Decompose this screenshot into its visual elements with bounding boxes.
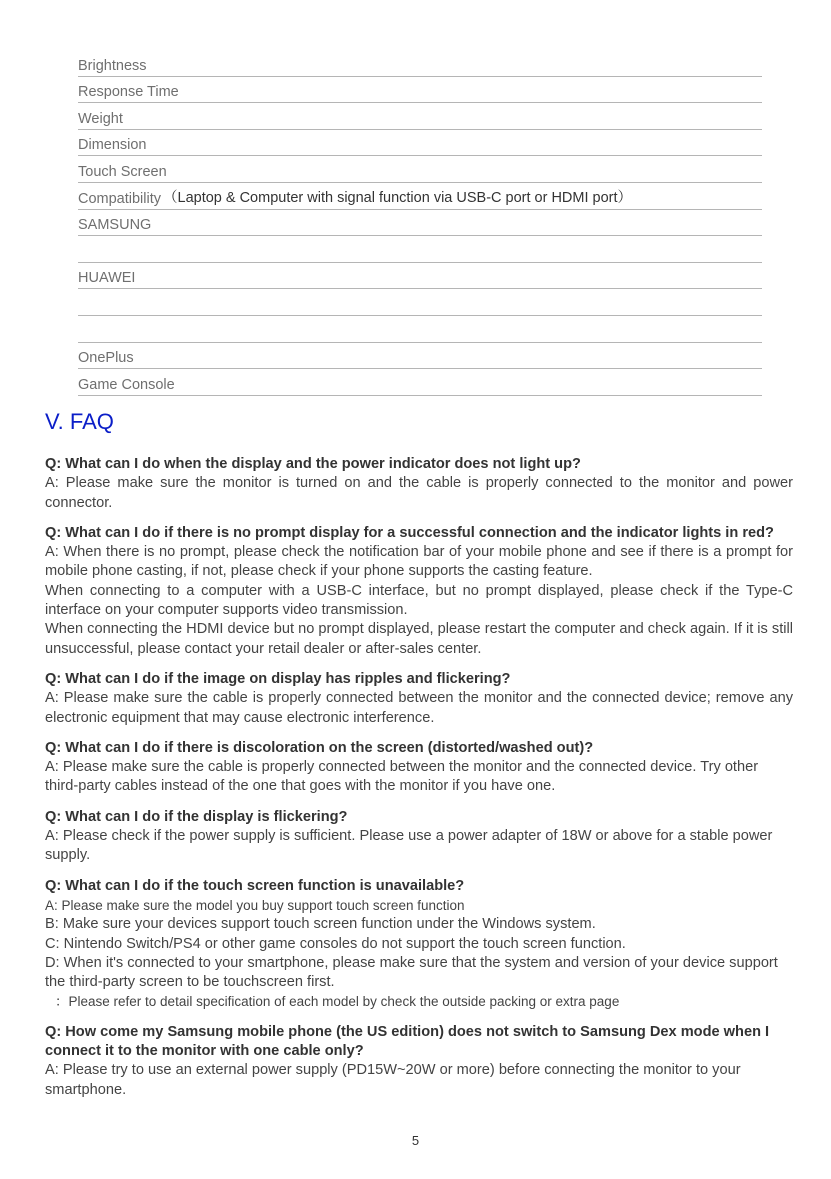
answer-line-c: C: Nintendo Switch/PS4 or other game consoles do not support the touch screen function.	[45, 935, 626, 952]
answer-paragraph: When connecting the HDMI device but no prompt displayed, please restart the computer and check again. If it is still unsuccessful, please contact your retail dealer or after-sales center.	[45, 621, 793, 657]
answer-paragraph: When connecting to a computer with a USB-C interface, but no prompt displayed, please check if the Type-C interface on your computer supports video transmission.	[45, 582, 793, 619]
faq-list	[45, 455, 793, 1111]
faq-answer	[45, 758, 793, 797]
faq-answer	[45, 827, 793, 866]
faq-item	[45, 877, 793, 1012]
faq-answer	[45, 896, 793, 1012]
answer-note: ：Please refer to detail specification of each model by check the outside packing or extra page	[55, 994, 620, 1010]
faq-question: Q: What can I do if there is discoloration on the screen (distorted/washed out)?	[45, 739, 594, 756]
faq-answer	[45, 474, 793, 513]
spec-row-response-time	[78, 77, 762, 104]
spec-row-dimension	[78, 130, 762, 157]
answer-line-a: A: Please make sure the model you buy support touch screen function	[45, 897, 465, 913]
faq-answer	[45, 689, 793, 728]
spec-table	[78, 50, 762, 396]
spec-label: Response Time	[78, 84, 179, 101]
faq-item	[45, 808, 793, 866]
spec-label: HUAWEI	[78, 270, 136, 287]
page-number: 5	[411, 1133, 420, 1148]
spec-row-touch-screen	[78, 156, 762, 183]
spec-row-empty	[78, 289, 762, 316]
answer-paragraph: A: When there is no prompt, please check the notification bar of your mobile phone and see if there is a prompt for mobile phone casting, if not, please check if your phone supports the casting feature.	[45, 544, 793, 580]
faq-item	[45, 739, 793, 797]
spec-label: Compatibility	[78, 190, 161, 207]
spec-label: Weight	[78, 110, 123, 127]
spec-label: OnePlus	[78, 350, 134, 367]
spec-row-brightness	[78, 50, 762, 77]
spec-row-huawei	[78, 263, 762, 290]
spec-label: Brightness	[78, 57, 147, 74]
answer-paragraph: A: Please make sure the monitor is turned on and the cable is properly connected to the monitor and power connector.	[45, 475, 793, 511]
faq-question: Q: What can I do if there is no prompt display for a successful connection and the indicator lights in red?	[45, 524, 774, 541]
answer-paragraph: A: Please check if the power supply is sufficient. Please use a power adapter of 18W or above for a stable power supply.	[45, 828, 773, 864]
faq-item	[45, 455, 793, 513]
answer-line-b: B: Make sure your devices support touch screen function under the Windows system.	[45, 916, 596, 933]
faq-heading: V. FAQ	[45, 409, 114, 434]
faq-question: Q: What can I do if the touch screen function is unavailable?	[45, 877, 465, 894]
faq-question: Q: What can I do if the image on display has ripples and flickering?	[45, 670, 511, 687]
answer-paragraph: A: Please make sure the cable is properly connected between the monitor and the connected device. Try other third-party cables instead of the one that goes with the monitor if you have one.	[45, 759, 759, 795]
spec-label: SAMSUNG	[78, 217, 152, 234]
spec-label: Touch Screen	[78, 163, 167, 180]
answer-line-d: D: When it's connected to your smartphone, please make sure that the system and version of your device support the third-party screen to be touchscreen first.	[45, 954, 778, 991]
faq-answer	[45, 543, 793, 659]
spec-row-samsung	[78, 210, 762, 237]
answer-paragraph: A: Please make sure the cable is properly connected between the monitor and the connected device; remove any electronic equipment that may cause electronic interference.	[45, 690, 793, 726]
faq-question: Q: How come my Samsung mobile phone (the US edition) does not switch to Samsung Dex mode when I connect it to the monitor with one cable only?	[45, 1023, 770, 1060]
spec-row-empty	[78, 316, 762, 343]
spec-row-empty	[78, 236, 762, 263]
spec-label: Dimension	[78, 137, 147, 154]
faq-question: Q: What can I do when the display and the power indicator does not light up?	[45, 456, 581, 472]
spec-label: Game Console	[78, 376, 175, 393]
spec-row-oneplus	[78, 343, 762, 370]
faq-item	[45, 1023, 793, 1100]
spec-row-weight	[78, 103, 762, 130]
faq-answer	[45, 1061, 793, 1100]
spec-row-compatibility	[78, 183, 762, 210]
faq-question: Q: What can I do if the display is flickering?	[45, 808, 348, 825]
spec-row-game-console	[78, 369, 762, 396]
answer-paragraph: A: Please try to use an external power supply (PD15W~20W or more) before connecting the monitor to your smartphone.	[45, 1062, 741, 1098]
spec-compatibility-note: （Laptop & Computer with signal function via USB-C port or HDMI port）	[163, 189, 633, 206]
faq-item	[45, 670, 793, 728]
faq-item	[45, 524, 793, 659]
